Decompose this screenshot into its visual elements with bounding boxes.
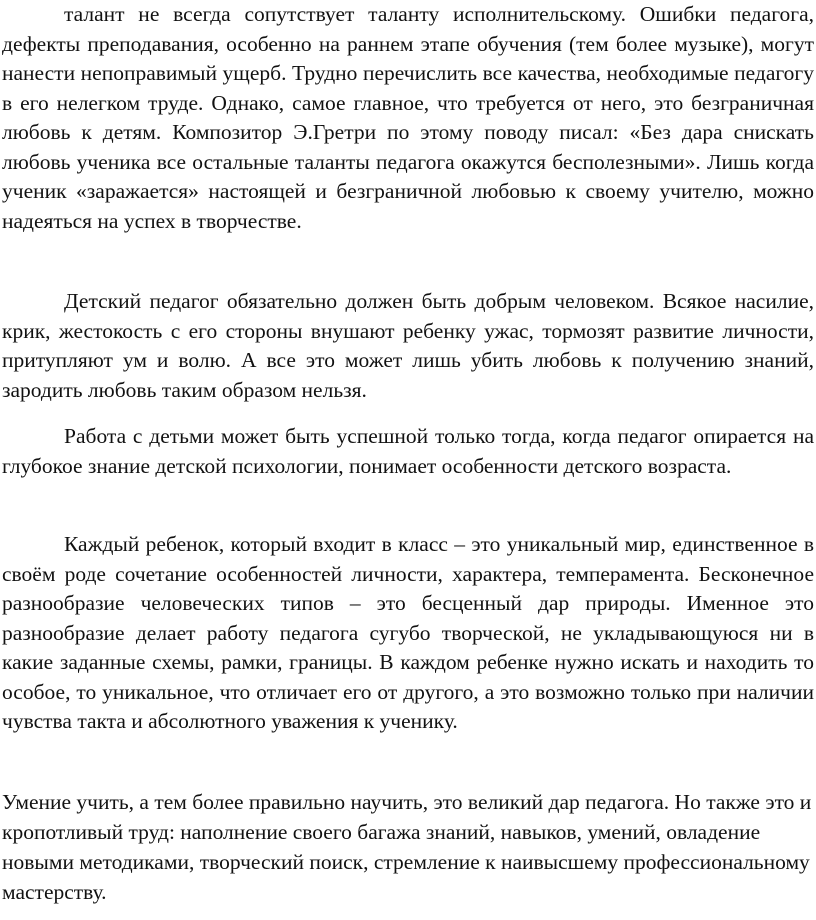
paragraph-1: талант не всегда сопутствует таланту исполнительскому. Ошибки педагога, дефекты преподавания, особенно на раннем этапе обучения (тем более музыке), могут нанести непоправимый ущерб. Трудно перечислить все качества, необходимые педагогу в его нелегком труде. Однако, самое главное, что требуется от него, это безграничная любовь к детям. Композитор Э.Гретри по этому поводу писал: «Без дара снискать любовь ученика все остальные таланты педагога окажутся бесполезными». Лишь когда ученик «заражается» настоящей и безграничной любовью к своему учителю, можно надеяться на успех в творчестве. [2,2,814,233]
paragraph-3: Работа с детьми может быть успешной только тогда, когда педагог опирается на глубокое знание детской психологии, понимает особенности детского возраста. [2,424,814,478]
paragraph-4: Каждый ребенок, который входит в класс – это уникальный мир, единственное в своём роде сочетание особенностей личности, характера, темперамента. Бесконечное разнообразие человеческих типов – это бесценный дар природы. Именное это разнообразие делает работу педагога сугубо творческой, не укладывающуюся ни в какие заданные схемы, рамки, границы. В каждом ребенке нужно искать и находить то особое, то уникальное, что отличает его от другого, а это возможно только при наличии чувства такта и абсолютного уважения к ученику. [2,532,814,733]
paragraph-5: Умение учить, а тем более правильно научить, это великий дар педагога. Но также это и кропотливый труд: наполнение своего багажа знаний, навыков, умений, овладение новыми методиками, творческий поиск, стремление к наивысшему профессиональному мастерству. [2,790,812,904]
paragraph-2: Детский педагог обязательно должен быть добрым человеком. Всякое насилие, крик, жестокость с его стороны внушают ребенку ужас, тормозят развитие личности, притупляют ум и волю. А все это может лишь убить любовь к получению знаний, зародить любовь таким образом нельзя. [2,289,814,402]
